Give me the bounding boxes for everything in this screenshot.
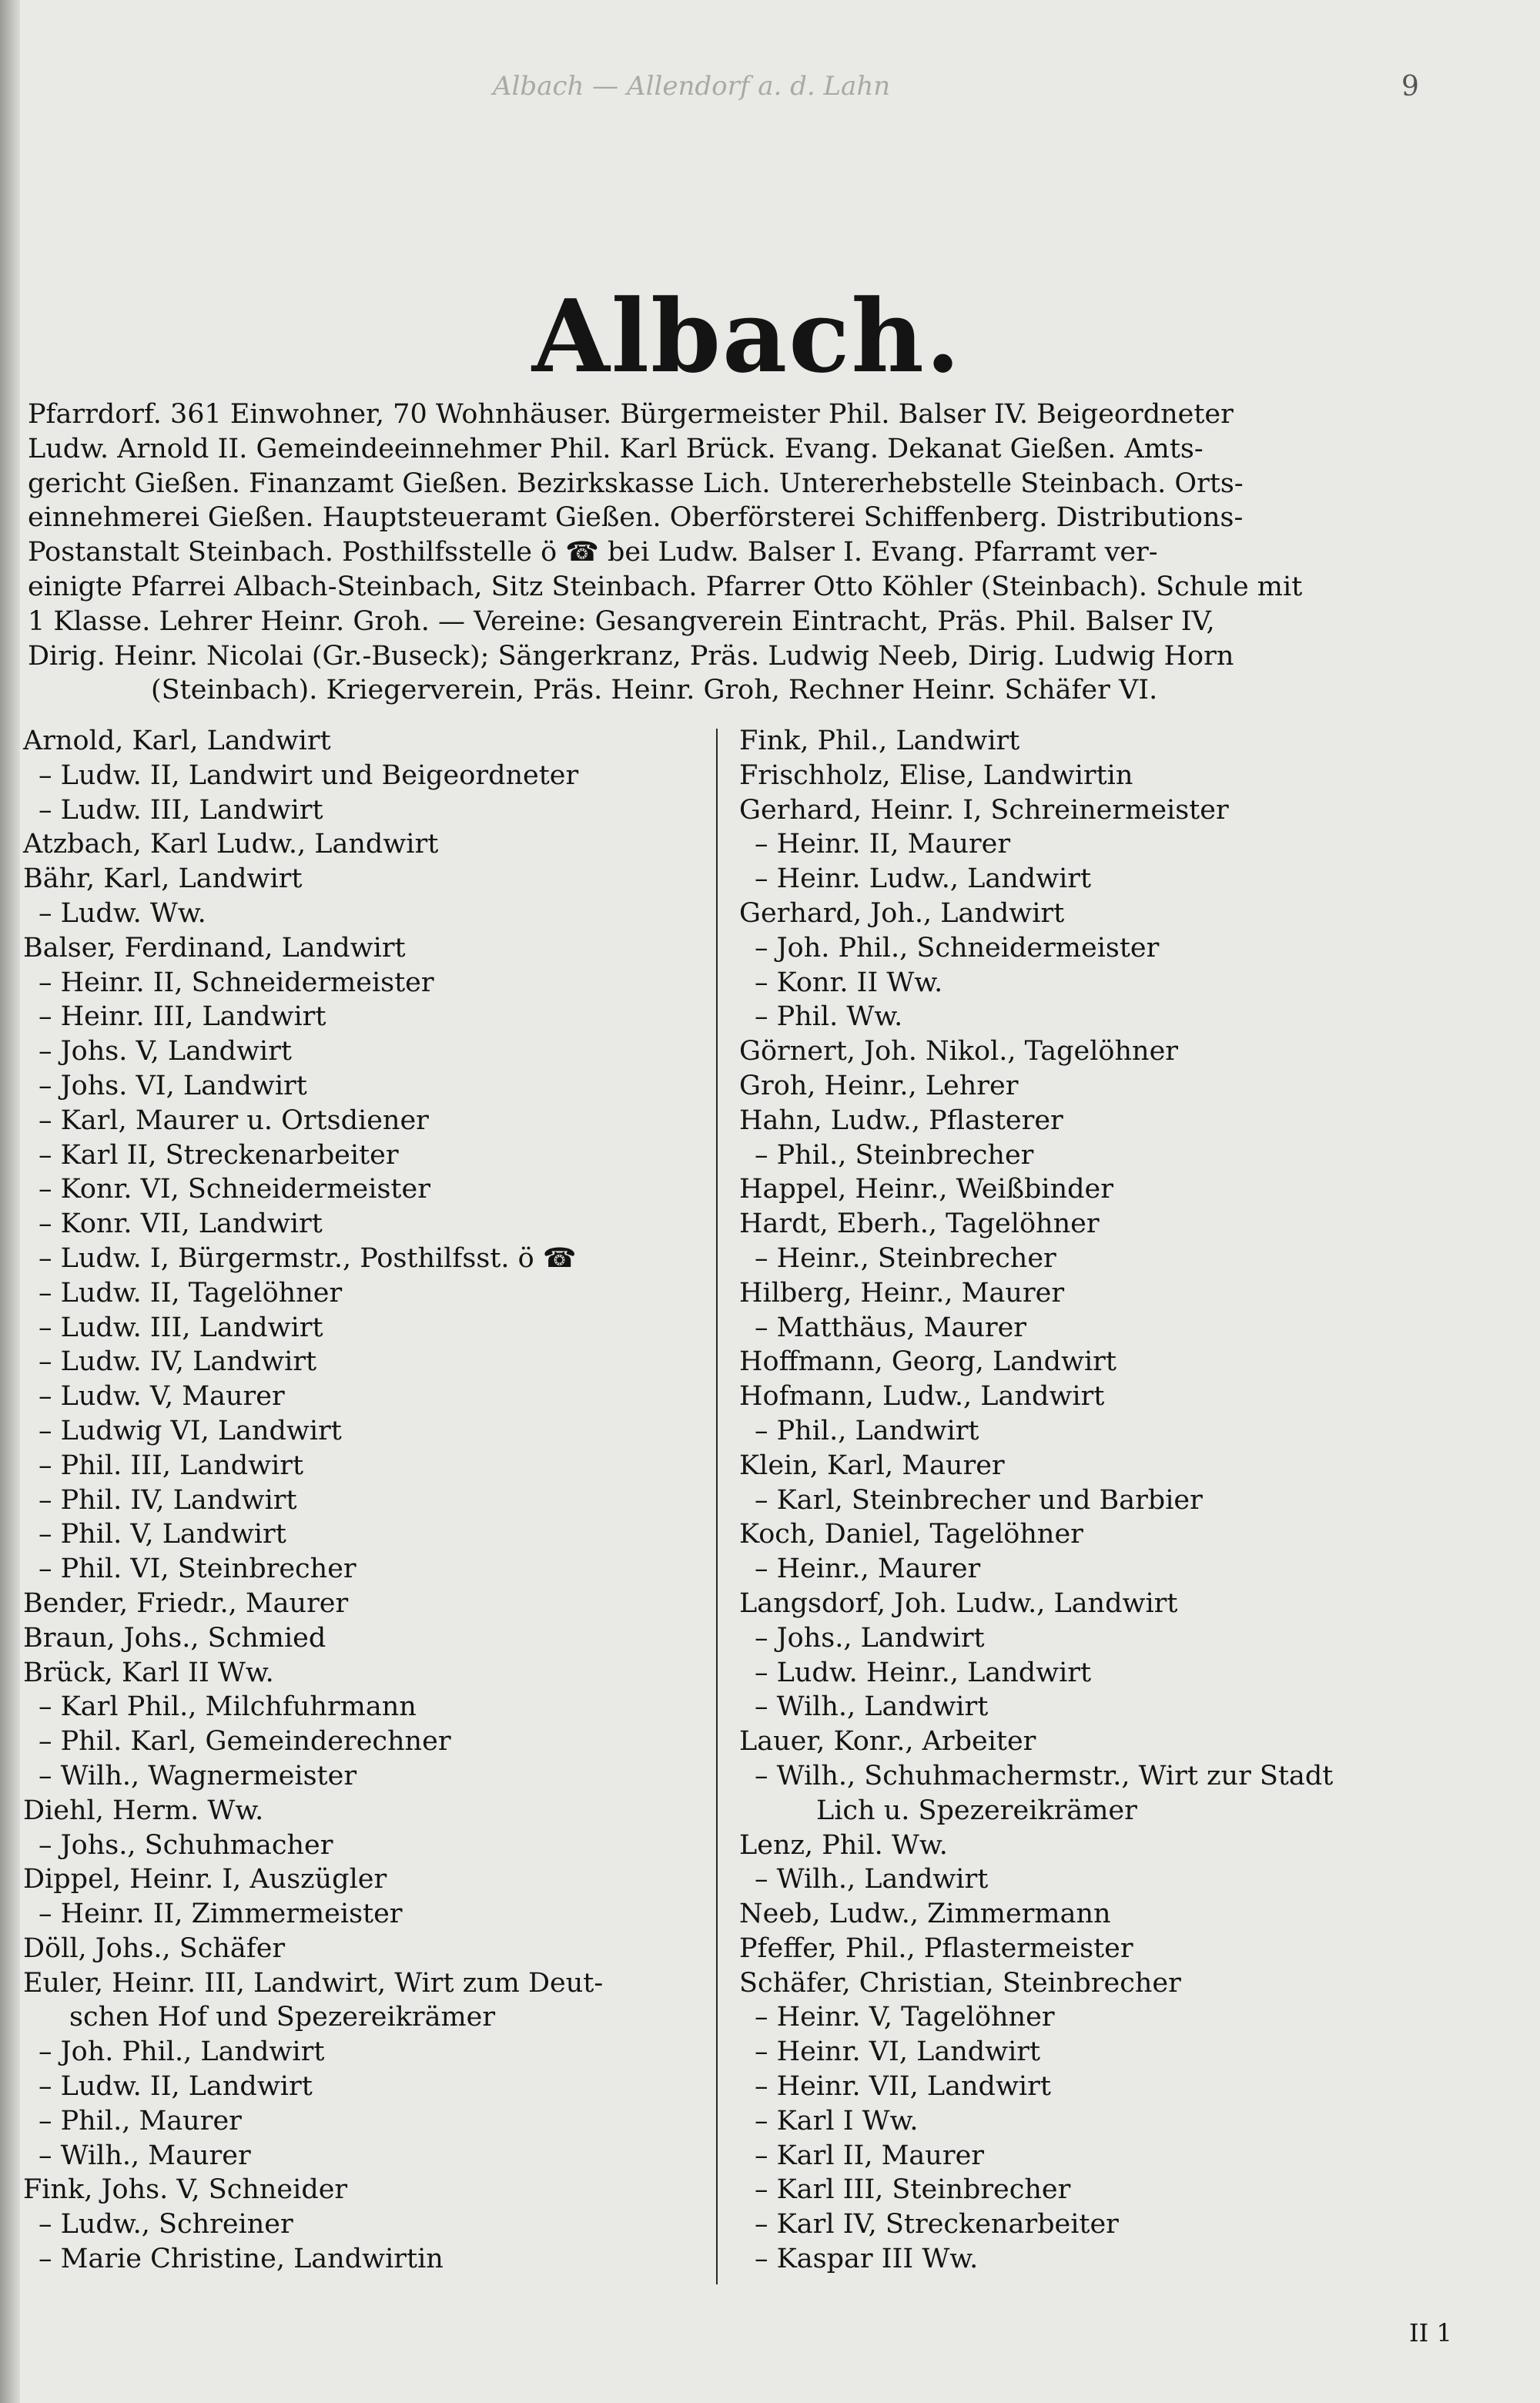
resident-entry: – Phil. VI, Steinbrecher <box>38 1553 357 1585</box>
resident-entry: Lenz, Phil. Ww. <box>739 1829 948 1861</box>
resident-entry: – Konr. VII, Landwirt <box>38 1208 323 1240</box>
resident-entry: – Konr. II Ww. <box>755 967 943 998</box>
resident-entry: – Wilh., Wagnermeister <box>38 1760 357 1791</box>
resident-entry: Hardt, Eberh., Tagelöhner <box>739 1208 1100 1240</box>
resident-entry: – Phil. Ww. <box>755 1001 903 1033</box>
resident-entry: Diehl, Herm. Ww. <box>23 1795 264 1826</box>
resident-entry: Hilberg, Heinr., Maurer <box>739 1277 1065 1309</box>
resident-entry: – Phil., Steinbrecher <box>755 1139 1034 1171</box>
resident-entry: Bähr, Karl, Landwirt <box>23 863 303 895</box>
intro-line: (Steinbach). Kriegerverein, Präs. Heinr. Groh, Rechner Heinr. Schäfer VI. <box>151 675 1158 706</box>
resident-entry: – Konr. VI, Schneidermeister <box>38 1174 430 1205</box>
resident-entry: Bender, Friedr., Maurer <box>23 1587 349 1619</box>
resident-entry: – Phil. Karl, Gemeinderechner <box>38 1726 451 1758</box>
resident-entry: Fink, Phil., Landwirt <box>739 726 1020 756</box>
resident-entry: Gerhard, Heinr. I, Schreinermeister <box>739 794 1229 826</box>
resident-entry: – Karl, Steinbrecher und Barbier <box>755 1484 1203 1516</box>
resident-entry: Balser, Ferdinand, Landwirt <box>23 932 406 964</box>
resident-entry: – Johs. V, Landwirt <box>38 1036 292 1067</box>
resident-entry: – Heinr. V, Tagelöhner <box>755 2002 1055 2033</box>
column-divider <box>716 729 718 2284</box>
resident-entry: – Wilh., Landwirt <box>755 1691 989 1723</box>
resident-entry: – Karl I Ww. <box>755 2105 919 2137</box>
resident-entry: – Ludw. II, Tagelöhner <box>38 1277 343 1309</box>
resident-entry: Hahn, Ludw., Pflasterer <box>739 1104 1063 1136</box>
resident-entry: – Johs. VI, Landwirt <box>38 1070 307 1101</box>
resident-entry: – Ludw., Schreiner <box>38 2209 293 2240</box>
resident-entry: – Karl III, Steinbrecher <box>755 2174 1071 2206</box>
resident-entry: Lich u. Spezereikrämer <box>816 1795 1137 1826</box>
intro-paragraph <box>28 397 1483 708</box>
intro-line: Ludw. Arnold II. Gemeindeeinnehmer Phil. Karl Brück. Evang. Dekanat Gießen. Amts- <box>28 433 1204 464</box>
resident-entry: – Kaspar III Ww. <box>755 2244 979 2275</box>
resident-entry: – Ludw. IV, Landwirt <box>38 1346 317 1378</box>
resident-entry: Frischholz, Elise, Landwirtin <box>739 759 1133 791</box>
resident-entry: – Heinr., Maurer <box>755 1553 981 1585</box>
resident-entry: Klein, Karl, Maurer <box>739 1450 1005 1481</box>
resident-entry: – Heinr. VII, Landwirt <box>755 2071 1051 2103</box>
resident-entry: – Phil. V, Landwirt <box>38 1519 286 1550</box>
resident-entry: – Wilh., Maurer <box>38 2140 251 2171</box>
resident-entry: – Johs., Schuhmacher <box>38 1829 333 1861</box>
resident-entry: Dippel, Heinr. I, Auszügler <box>23 1864 387 1895</box>
page-title: Albach. <box>531 277 962 395</box>
resident-entry: Koch, Daniel, Tagelöhner <box>739 1519 1083 1550</box>
intro-line: einnehmerei Gießen. Hauptsteueramt Gießen. Oberförsterei Schiffenberg. Distributions- <box>28 502 1244 534</box>
intro-line: gericht Gießen. Finanzamt Gießen. Bezirkskasse Lich. Untererhebstelle Steinbach. Orts- <box>28 468 1244 499</box>
resident-entry: – Ludw. II, Landwirt und Beigeordneter <box>38 759 579 791</box>
resident-entry: – Joh. Phil., Schneidermeister <box>755 932 1160 964</box>
resident-entry: – Phil., Landwirt <box>755 1415 979 1446</box>
resident-entry: – Heinr. II, Schneidermeister <box>38 967 434 998</box>
intro-line: Postanstalt Steinbach. Posthilfsstelle ö ☎ bei Ludw. Balser I. Evang. Pfarramt ver- <box>28 537 1158 568</box>
resident-entry: – Karl, Maurer u. Ortsdiener <box>38 1104 429 1136</box>
resident-entry: Brück, Karl II Ww. <box>23 1657 274 1688</box>
intro-line: Pfarrdorf. 361 Einwohner, 70 Wohnhäuser. Bürgermeister Phil. Balser IV. Beigeordneter <box>28 399 1234 430</box>
resident-list-left <box>23 724 701 2277</box>
resident-entry: – Ludw. Heinr., Landwirt <box>755 1657 1092 1688</box>
resident-entry: Happel, Heinr., Weißbinder <box>739 1174 1113 1205</box>
resident-entry: Hofmann, Ludw., Landwirt <box>739 1381 1105 1413</box>
resident-entry: – Joh. Phil., Landwirt <box>38 2036 325 2068</box>
resident-entry: – Heinr., Steinbrecher <box>755 1242 1056 1274</box>
resident-entry: – Marie Christine, Landwirtin <box>38 2244 444 2275</box>
resident-entry: – Ludw. III, Landwirt <box>38 1312 323 1343</box>
resident-entry: Braun, Johs., Schmied <box>23 1622 326 1654</box>
resident-entry: Lauer, Konr., Arbeiter <box>739 1726 1036 1758</box>
resident-entry: – Ludw. I, Bürgermstr., Posthilfsst. ö ☎ <box>38 1242 577 1274</box>
resident-entry: Görnert, Joh. Nikol., Tagelöhner <box>739 1036 1179 1067</box>
resident-entry: – Wilh., Landwirt <box>755 1864 989 1895</box>
resident-entry: – Karl Phil., Milchfuhrmann <box>38 1691 417 1723</box>
intro-line: 1 Klasse. Lehrer Heinr. Groh. — Vereine: Gesangverein Eintracht, Präs. Phil. Balser IV, <box>28 605 1215 637</box>
resident-entry: – Karl II, Streckenarbeiter <box>38 1139 399 1171</box>
intro-line: einigte Pfarrei Albach-Steinbach, Sitz Steinbach. Pfarrer Otto Köhler (Steinbach). Schule mit <box>28 571 1303 602</box>
resident-entry: Pfeffer, Phil., Pflastermeister <box>739 1932 1133 1964</box>
resident-entry: Döll, Johs., Schäfer <box>23 1932 286 1964</box>
intro-line: Dirig. Heinr. Nicolai (Gr.-Buseck); Sängerkranz, Präs. Ludwig Neeb, Dirig. Ludwig Horn <box>28 640 1234 672</box>
resident-entry: Euler, Heinr. III, Landwirt, Wirt zum Deut- <box>23 1967 604 1999</box>
resident-entry: Atzbach, Karl Ludw., Landwirt <box>23 829 439 860</box>
resident-entry: Hoffmann, Georg, Landwirt <box>739 1346 1116 1378</box>
resident-entry: Arnold, Karl, Landwirt <box>23 726 331 756</box>
resident-entry: – Ludw. Ww. <box>38 897 206 929</box>
resident-entry: – Heinr. II, Maurer <box>755 829 1011 860</box>
resident-entry: Groh, Heinr., Lehrer <box>739 1070 1019 1101</box>
resident-entry: – Heinr. III, Landwirt <box>38 1001 326 1033</box>
resident-entry: – Ludw. II, Landwirt <box>38 2071 313 2103</box>
signature-mark: II 1 <box>1409 2318 1452 2348</box>
resident-entry: – Heinr. VI, Landwirt <box>755 2036 1041 2068</box>
resident-entry: – Heinr. Ludw., Landwirt <box>755 863 1092 895</box>
resident-entry: Gerhard, Joh., Landwirt <box>739 897 1065 929</box>
resident-entry: – Phil., Maurer <box>38 2105 242 2137</box>
resident-entry: Langsdorf, Joh. Ludw., Landwirt <box>739 1587 1178 1619</box>
resident-entry: – Ludw. III, Landwirt <box>38 794 323 826</box>
resident-list-right <box>739 724 1463 2277</box>
resident-entry: schen Hof und Spezereikrämer <box>69 2002 496 2033</box>
resident-entry: – Johs., Landwirt <box>755 1622 985 1654</box>
resident-entry: – Ludw. V, Maurer <box>38 1381 285 1413</box>
resident-entry: – Karl II, Maurer <box>755 2140 985 2171</box>
resident-entry: – Phil. III, Landwirt <box>38 1450 304 1481</box>
resident-entry: – Heinr. II, Zimmermeister <box>38 1899 403 1930</box>
resident-entry: – Karl IV, Streckenarbeiter <box>755 2209 1119 2240</box>
resident-entry: Neeb, Ludw., Zimmermann <box>739 1899 1111 1930</box>
resident-entry: – Phil. IV, Landwirt <box>38 1484 297 1516</box>
resident-entry: Fink, Johs. V, Schneider <box>23 2174 348 2206</box>
resident-entry: Schäfer, Christian, Steinbrecher <box>739 1967 1181 1999</box>
resident-entry: – Wilh., Schuhmachermstr., Wirt zur Stadt <box>755 1760 1334 1791</box>
resident-entry: – Ludwig VI, Landwirt <box>38 1415 342 1446</box>
resident-entry: – Matthäus, Maurer <box>755 1312 1027 1343</box>
header-left-text: Albach — Allendorf a. d. Lahn <box>493 71 891 102</box>
page-number: 9 <box>1401 71 1419 102</box>
